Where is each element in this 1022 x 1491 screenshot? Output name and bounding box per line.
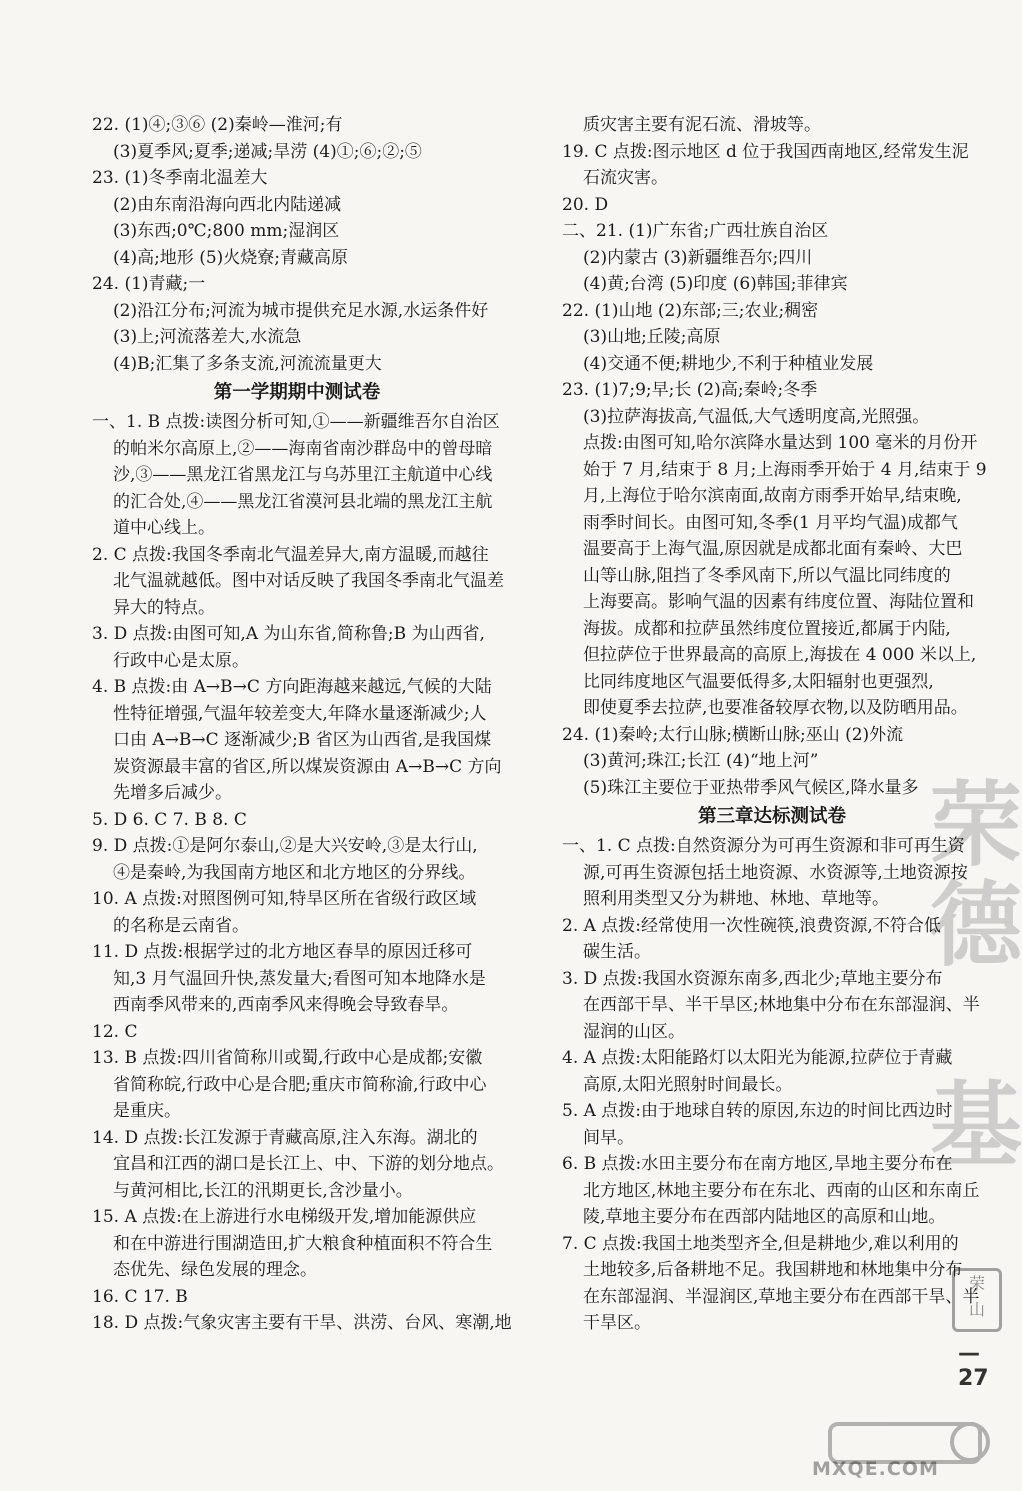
answer-line: 碳生活。 — [583, 942, 651, 962]
answer-line: 5. D 6. C 7. B 8. C — [92, 809, 247, 830]
answer-line: 3. D 点拨:由图可知,A 为山东省,简称鲁;B 为山西省, — [92, 624, 485, 644]
answer-line: 始于 7 月,结束于 8 月;上海雨季开始于 4 月,结束于 9 — [583, 459, 987, 480]
answer-line: 11. D 点拨:根据学过的北方地区春旱的原因迁移可 — [92, 942, 473, 962]
answer-line: (2)由东南沿海向西北内陆递减 — [113, 194, 342, 215]
answer-line: (4)交通不便;耕地少,不利于种植业发展 — [583, 353, 874, 374]
answer-line: 18. D 点拨:气象灾害主要有干旱、洪涝、台风、寒潮,地 — [92, 1313, 512, 1333]
answer-line: 省简称皖,行政中心是合肥;重庆市简称渝,行政中心 — [113, 1074, 487, 1095]
answer-line: 西南季风带来的,西南季风来得晚会导致春旱。 — [113, 995, 459, 1015]
answer-line: 5. A 点拨:由于地球自转的原因,东边的时间比西边时 — [562, 1101, 953, 1121]
answer-line: 先增多后减少。 — [113, 783, 232, 803]
answer-line: 即使夏季去拉萨,也要准备较厚衣物,以及防晒用品。 — [583, 698, 968, 718]
answer-line: 14. D 点拨:长江发源于青藏高原,注入东海。湖北的 — [92, 1127, 478, 1148]
answer-line: 的名称是云南省。 — [113, 915, 249, 936]
answer-line: 9. D 点拨:①是阿尔泰山,②是大兴安岭,③是太行山, — [92, 836, 478, 856]
answer-line: (3)东西;0℃;800 mm;湿润区 — [113, 221, 340, 241]
answer-line: 干旱区。 — [583, 1313, 651, 1333]
answer-line: 但拉萨位于世界最高的高原上,海拔在 4 000 米以上, — [583, 645, 977, 665]
answer-line: 性特征增强,气温年较差变大,年降水量逐渐减少;人 — [113, 703, 487, 724]
answer-line: 知,3 月气温回升快,蒸发量大;看图可知本地降水是 — [113, 968, 486, 989]
answer-line: 20. D — [562, 194, 609, 215]
answer-line: 异大的特点。 — [113, 597, 215, 618]
section-heading: 第一学期期中测试卷 — [213, 382, 381, 403]
answer-line: (4)高;地形 (5)火烧寮;青藏高原 — [113, 247, 349, 268]
answer-line: 沙,③——黑龙江省黑龙江与乌苏里江主航道中心线 — [113, 465, 493, 485]
answer-line: 口由 A→B→C 逐渐减少;B 省区为山西省,是我国煤 — [113, 730, 492, 750]
answer-line: 月,上海位于哈尔滨南面,故南方雨季开始早,结束晚, — [583, 486, 962, 506]
answer-line: 二、21. (1)广东省;广西壮族自治区 — [562, 221, 829, 241]
answer-line: 24. (1)秦岭;太行山脉;横断山脉;巫山 (2)外流 — [562, 724, 904, 745]
answer-line: 行政中心是太原。 — [113, 650, 249, 671]
watermark-char: 德 — [930, 872, 1022, 979]
answer-line: 海拔。成都和拉萨虽然纬度位置接近,都属于内陆, — [583, 618, 951, 639]
answer-line: (3)黄河;珠江;长江 (4)“地上河” — [583, 751, 819, 771]
answer-line: 质灾害主要有泥石流、滑坡等。 — [583, 115, 821, 135]
answer-line: 4. A 点拨:太阳能路灯以太阳光为能源,拉萨位于青藏 — [562, 1048, 953, 1068]
answer-line: 土地较多,后备耕地不足。我国耕地和林地集中分布 — [583, 1260, 963, 1280]
left-column — [92, 112, 512, 1337]
answer-line: 的帕米尔高原上,②——海南省南沙群岛中的曾母暗 — [113, 438, 493, 459]
answer-line: 的汇合处,④——黑龙江省漠河县北端的黑龙江主航 — [113, 491, 493, 512]
answer-line: 雨季时间长。由图可知,冬季(1 月平均气温)成都气 — [583, 512, 958, 533]
answer-line: 态优先、绿色发展的理念。 — [113, 1260, 317, 1280]
answer-line: 上海要高。影响气温的因素有纬度位置、海陆位置和 — [583, 592, 974, 612]
answer-line: 炭资源最丰富的省区,所以煤炭资源由 A→B→C 方向 — [113, 756, 502, 777]
answer-line: (3)夏季风;夏季;递减;旱涝 (4)①;⑥;②;⑤ — [113, 141, 422, 162]
answer-line: 22. (1)④;③⑥ (2)秦岭—淮河;有 — [92, 115, 343, 135]
answer-line: (4)黄;台湾 (5)印度 (6)韩国;菲律宾 — [583, 274, 848, 294]
answer-line: 山等山脉,阻挡了冬季风南下,所以气温比同纬度的 — [583, 565, 951, 586]
answer-line: (4)B;汇集了多条支流,河流流量更大 — [113, 353, 382, 374]
answer-line: 23. (1)7;9;早;长 (2)高;秦岭;冬季 — [562, 380, 818, 400]
answer-line: 7. C 点拨:我国土地类型齐全,但是耕地少,难以利用的 — [562, 1233, 959, 1254]
answer-line: (5)珠江主要位于亚热带季风气候区,降水量多 — [583, 777, 919, 798]
site-logo-text: MXQE.COM — [812, 1458, 939, 1480]
answer-line: 19. C 点拨:图示地区 d 位于我国西南地区,经常发生泥 — [562, 141, 969, 162]
answer-line: 10. A 点拨:对照图例可知,特旱区所在省级行政区域 — [92, 889, 477, 909]
section-heading: 第三章达标测试卷 — [697, 806, 846, 827]
answer-line: 北方地区,林地主要分布在东北、西南的山区和东南丘 — [583, 1180, 980, 1201]
answer-line: (3)山地;丘陵;高原 — [583, 327, 721, 347]
answer-line: 13. B 点拨:四川省简称川或蜀,行政中心是成都;安徽 — [92, 1048, 483, 1068]
answer-line: 高原,太阳光照射时间最长。 — [583, 1074, 793, 1095]
answer-line: 16. C 17. B — [92, 1286, 188, 1307]
answer-line: 一、1. B 点拨:读图分析可知,①——新疆维吾尔自治区 — [92, 412, 500, 432]
answer-line: 比同纬度地区气温要低得多,太阳辐射也更强烈, — [583, 671, 934, 692]
answer-line: 是重庆。 — [113, 1101, 181, 1121]
answer-line: 2. A 点拨:经常使用一次性碗筷,浪费资源,不符合低 — [562, 915, 941, 936]
answer-line: 湿润的山区。 — [583, 1021, 685, 1042]
answer-line: 陵,草地主要分布在西部内陆地区的高原和山地。 — [583, 1207, 946, 1227]
answer-line: (3)上;河流落差大,水流急 — [113, 327, 302, 347]
answer-line: 15. A 点拨:在上游进行水电梯级开发,增加能源供应 — [92, 1207, 477, 1227]
right-column — [562, 112, 987, 1337]
publisher-seal: 荣 山 — [952, 1268, 1002, 1332]
answer-line: 与黄河相比,长江的汛期更长,含沙量小。 — [113, 1180, 413, 1201]
watermark-char: 基 — [930, 1072, 1022, 1179]
answer-line: 点拨:由图可知,哈尔滨降水量达到 100 毫米的月份开 — [583, 433, 978, 453]
answer-line: 间早。 — [583, 1127, 634, 1148]
answer-line: ④是秦岭,为我国南方地区和北方地区的分界线。 — [113, 862, 476, 883]
answer-line: 道中心线上。 — [113, 518, 215, 538]
answer-line: 6. B 点拨:水田主要分布在南方地区,旱地主要分布在 — [562, 1154, 953, 1174]
answer-line: (2)沿江分布;河流为城市提供充足水源,水运条件好 — [113, 300, 489, 321]
answer-line: 3. D 点拨:我国水资源东南多,西北少;草地主要分布 — [562, 968, 943, 989]
answer-line: 12. C — [92, 1021, 138, 1042]
answer-line: 和在中游进行围湖造田,扩大粮食种植面积不符合生 — [113, 1233, 493, 1254]
answer-line: 2. C 点拨:我国冬季南北气温差异大,南方温暖,而越往 — [92, 544, 489, 565]
answer-line: 4. B 点拨:由 A→B→C 方向距海越来越远,气候的大陆 — [92, 677, 492, 697]
answer-line: 23. (1)冬季南北温差大 — [92, 168, 268, 188]
answer-line: (3)拉萨海拔高,气温低,大气透明度高,光照强。 — [583, 406, 930, 427]
page-number: — 27 — [958, 1341, 989, 1391]
answer-line: 在东部湿润、半湿润区,草地主要分布在西部干旱、半 — [583, 1286, 980, 1307]
answer-line: 宜昌和江西的湖口是长江上、中、下游的划分地点。 — [113, 1154, 504, 1174]
answer-line: 石流灾害。 — [583, 168, 668, 188]
answer-line: 照利用类型又分为耕地、林地、草地等。 — [583, 889, 889, 909]
answer-line: 温要高于上海气温,原因就是成都北面有秦岭、大巴 — [583, 539, 963, 559]
answer-line: 24. (1)青藏;一 — [92, 274, 206, 294]
site-logo-icon — [820, 1420, 995, 1491]
answer-line: 北气温就越低。图中对话反映了我国冬季南北气温差 — [113, 571, 504, 591]
watermark-char: 荣 — [930, 772, 1022, 879]
answer-line: 源,可再生资源包括土地资源、水资源等,土地资源按 — [583, 862, 968, 883]
answer-line: 22. (1)山地 (2)东部;三;农业;稠密 — [562, 300, 819, 321]
answer-line: (2)内蒙古 (3)新疆维吾尔;四川 — [583, 247, 813, 268]
answer-line: 在西部干旱、半干旱区;林地集中分布在东部湿润、半 — [583, 995, 980, 1015]
answer-line: 一、1. C 点拨:自然资源分为可再生资源和非可再生资 — [562, 836, 965, 856]
